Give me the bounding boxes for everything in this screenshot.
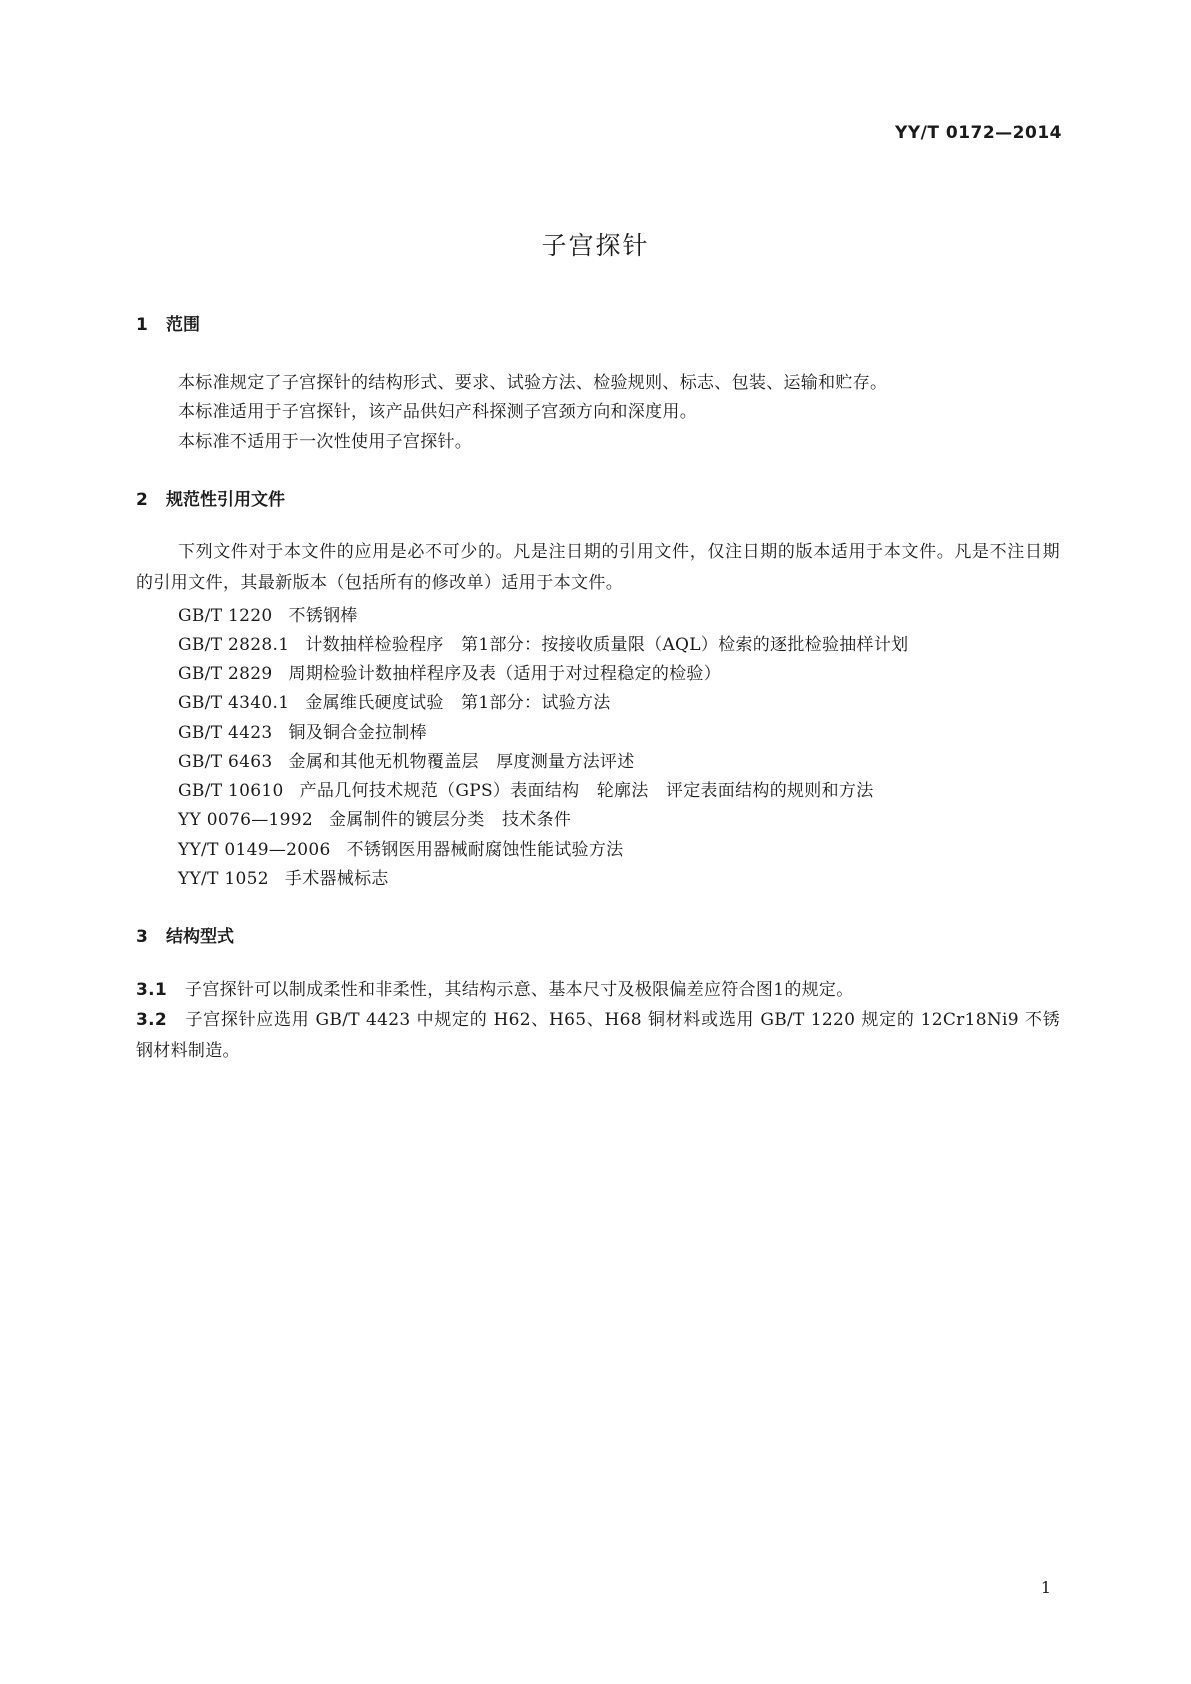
section-3-heading [136,922,234,947]
reference-code: GB/T 1220 [178,606,273,626]
reference-item [178,659,721,684]
scope-line-2: 本标准适用于子宫探针，该产品供妇产科探测子宫颈方向和深度用。 [178,402,697,422]
section-title: 范围 [166,315,200,335]
reference-item [178,601,358,626]
section-title: 规范性引用文件 [166,490,285,510]
reference-title: 金属制件的镀层分类 技术条件 [328,810,572,830]
section-1-heading [136,310,200,335]
clause-3-1 [136,975,1060,1006]
reference-title: 金属维氏硬度试验 第1部分：试验方法 [305,693,611,713]
document-title: 子宫探针 [541,231,650,260]
reference-item [178,688,611,713]
reference-code: GB/T 6463 [178,752,273,772]
reference-code: GB/T 4340.1 [178,693,290,713]
reference-title: 不锈钢医用器械耐腐蚀性能试验方法 [346,840,624,860]
reference-code: YY 0076—1992 [178,810,313,830]
reference-item [178,630,908,655]
clause-3-2 [136,1005,1060,1067]
reference-item [178,747,635,772]
references-intro: 下列文件对于本文件的应用是必不可少的。凡是注日期的引用文件，仅注日期的版本适用于本文件。凡是不注日期的引用文件，其最新版本（包括所有的修改单）适用于本文件。 [136,542,1060,593]
reference-title: 周期检验计数抽样程序及表（适用于对过程稳定的检验） [288,664,722,684]
reference-item [178,835,623,860]
reference-title: 铜及铜合金拉制棒 [288,723,427,743]
reference-item [178,805,571,830]
reference-code: GB/T 2828.1 [178,635,290,655]
reference-item [178,776,874,801]
section-number: 2 [136,490,148,510]
clause-number: 3.1 [136,980,168,1000]
reference-code: GB/T 2829 [178,664,273,684]
clause-text: 子宫探针应选用 GB/T 4423 中规定的 H62、H65、H68 铜材料或选用 GB/T 1220 规定的 12Cr18Ni9 不锈钢材料制造。 [136,1010,1060,1061]
reference-title: 计数抽样检验程序 第1部分：按接收质量限（AQL）检索的逐批检验抽样计划 [305,635,909,655]
page-number: 1 [1040,1578,1051,1597]
reference-code: GB/T 10610 [178,781,284,801]
section-number: 3 [136,927,148,947]
reference-title: 不锈钢棒 [288,606,358,626]
reference-code: YY/T 1052 [178,869,269,889]
reference-code: YY/T 0149—2006 [178,840,331,860]
section-2-heading [136,485,285,510]
section-title: 结构型式 [166,927,234,947]
reference-title: 金属和其他无机物覆盖层 厚度测量方法评述 [288,752,635,772]
reference-title: 产品几何技术规范（GPS）表面结构 轮廓法 评定表面结构的规则和方法 [299,781,874,801]
standard-code: YY/T 0172—2014 [895,123,1062,143]
clause-text: 子宫探针可以制成柔性和非柔性，其结构示意、基本尺寸及极限偏差应符合图1的规定。 [185,980,854,1000]
clause-number: 3.2 [136,1010,168,1030]
reference-code: GB/T 4423 [178,723,273,743]
reference-item [178,718,427,743]
reference-item [178,864,389,889]
reference-title: 手术器械标志 [284,869,389,889]
scope-line-3: 本标准不适用于一次性使用子宫探针。 [178,432,473,452]
section-number: 1 [136,315,148,335]
scope-line-1: 本标准规定了子宫探针的结构形式、要求、试验方法、检验规则、标志、包装、运输和贮存。 [178,373,888,393]
